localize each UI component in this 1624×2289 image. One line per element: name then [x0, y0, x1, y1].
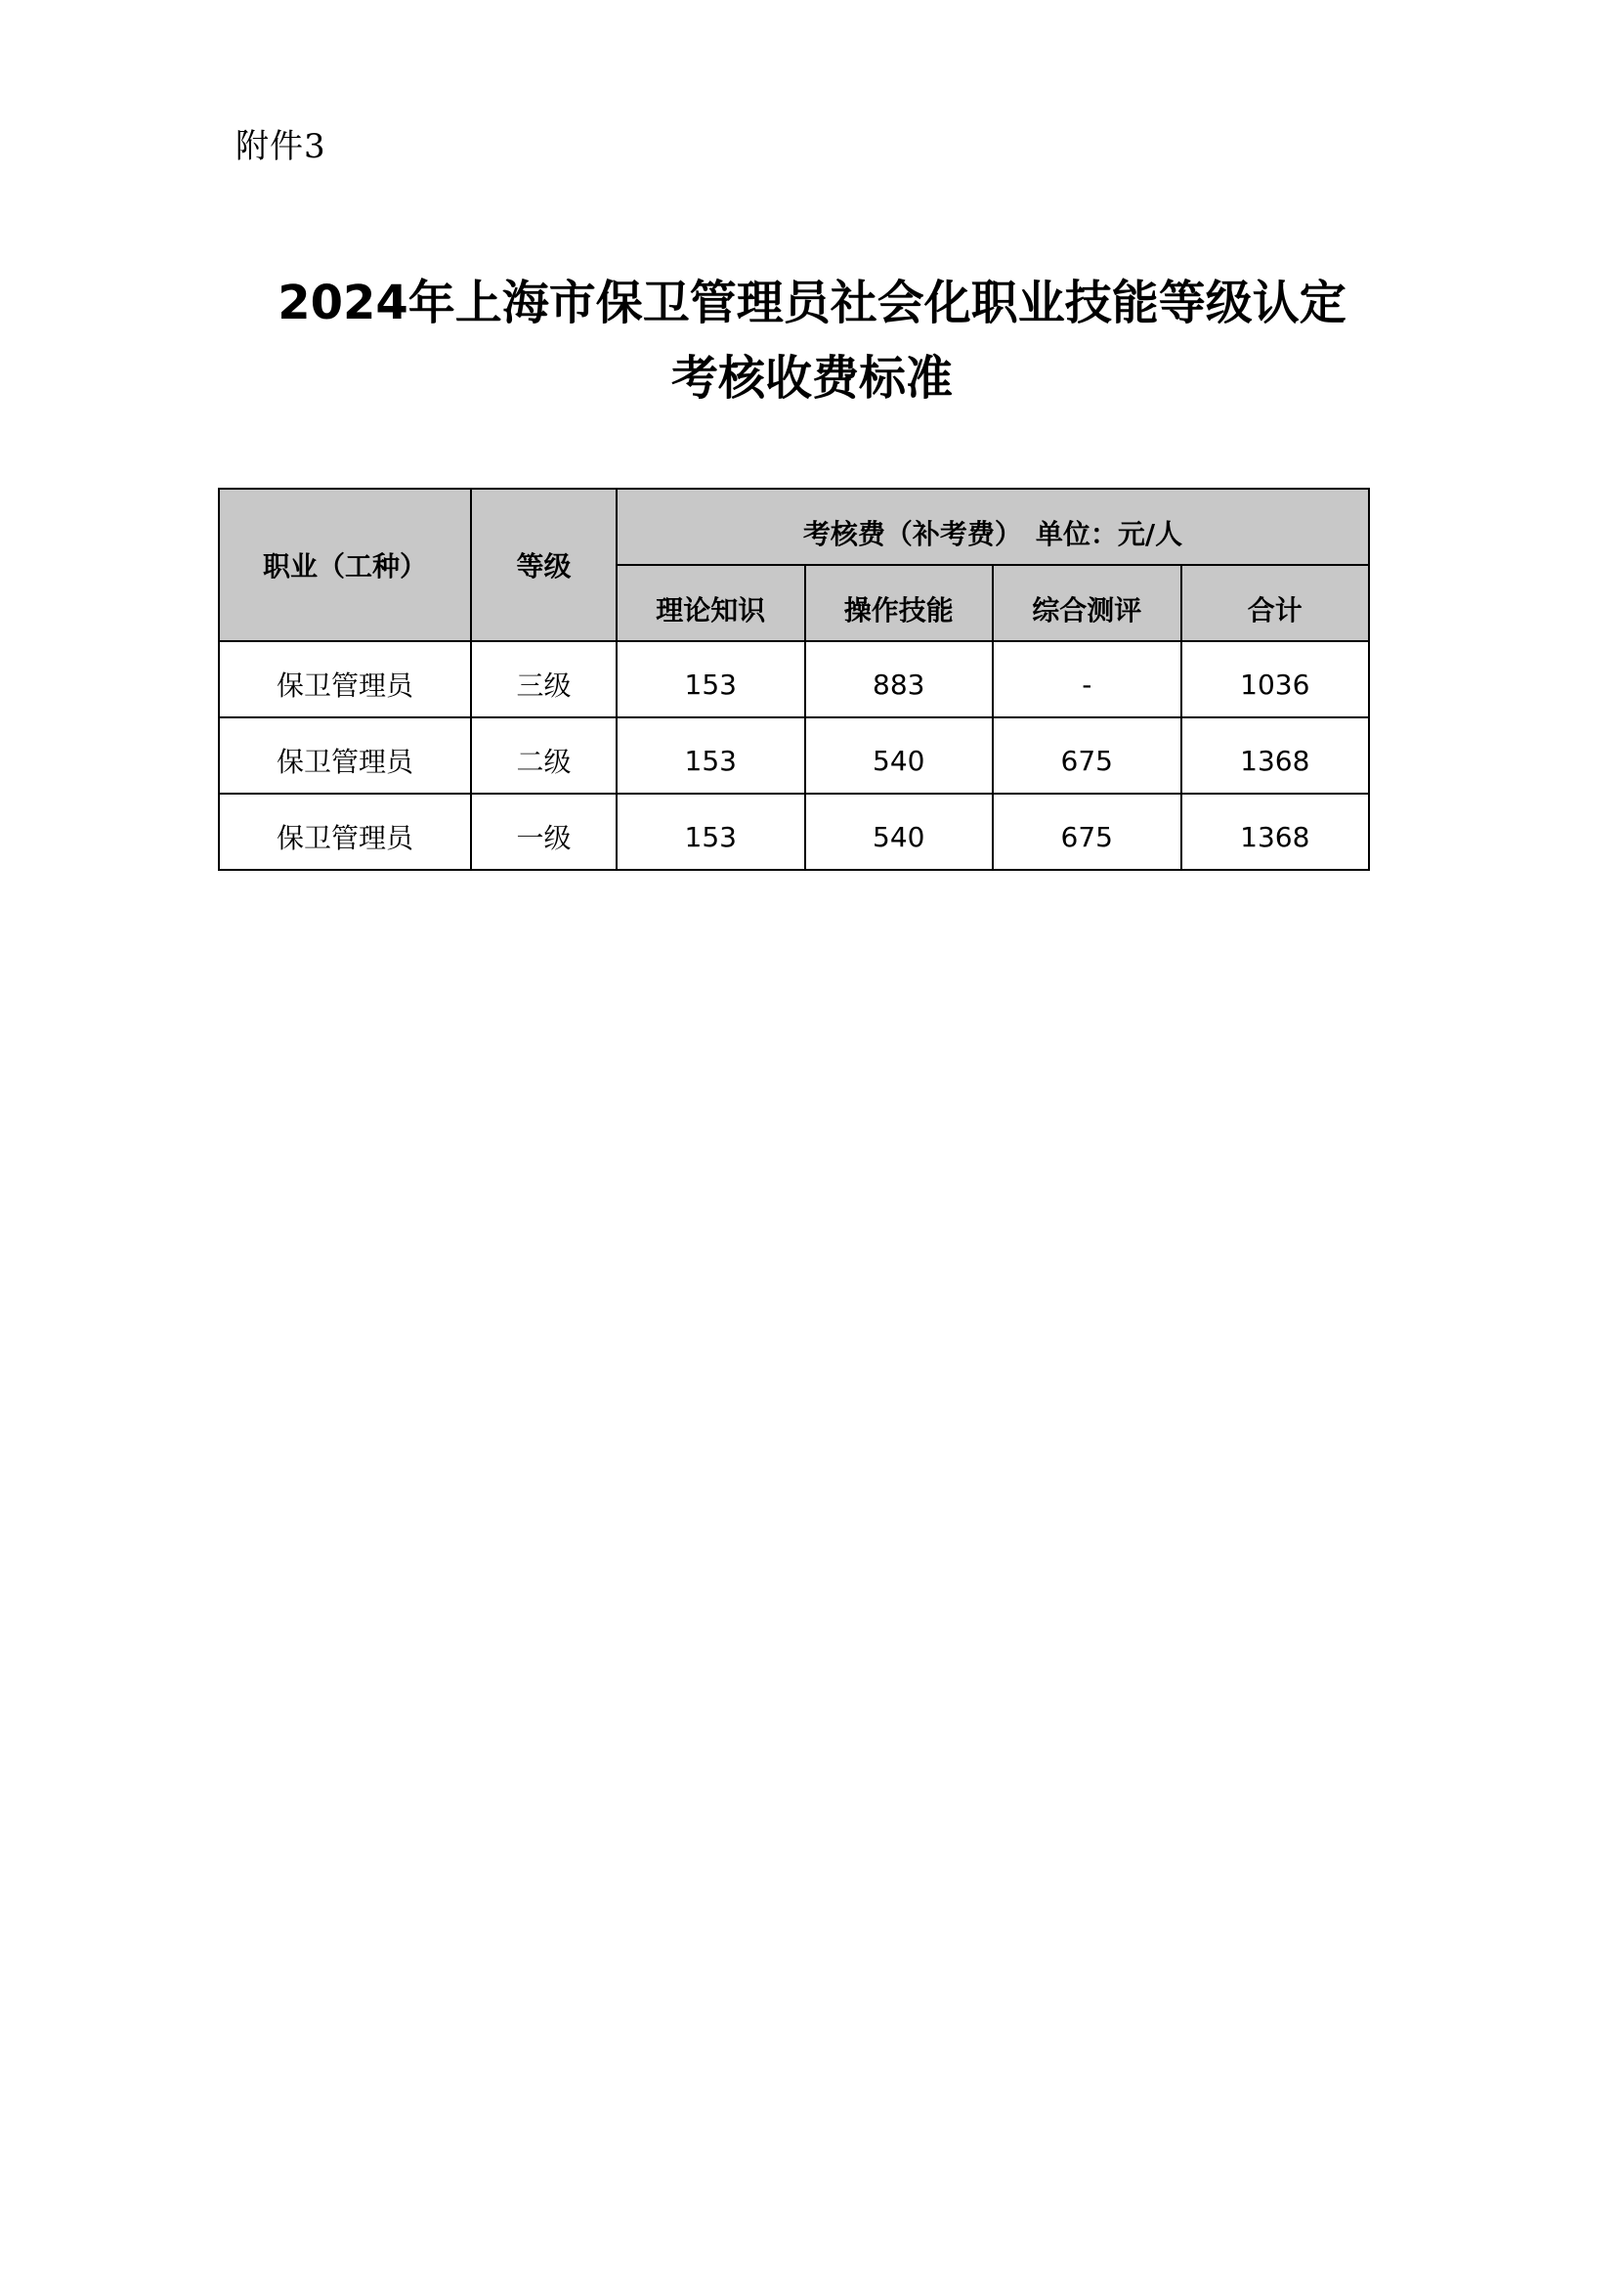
- header-occupation: 职业（工种）: [219, 489, 471, 641]
- header-operation: 操作技能: [805, 565, 994, 641]
- cell-comprehensive: 675: [993, 717, 1181, 794]
- document-title-line-1: 2024年上海市保卫管理员社会化职业技能等级认定: [278, 276, 1346, 330]
- cell-theory: 153: [617, 641, 805, 717]
- attachment-label: 附件3: [235, 127, 326, 166]
- table-row: [219, 794, 1369, 870]
- header-level: 等级: [471, 489, 617, 641]
- cell-total: 1036: [1181, 641, 1370, 717]
- header-fee-group: 考核费（补考费） 单位：元/人: [617, 489, 1369, 565]
- header-total: 合计: [1181, 565, 1370, 641]
- cell-occupation: 保卫管理员: [219, 717, 471, 794]
- cell-occupation: 保卫管理员: [219, 641, 471, 717]
- cell-level: 三级: [471, 641, 617, 717]
- header-theory: 理论知识: [617, 565, 805, 641]
- cell-total: 1368: [1181, 794, 1370, 870]
- cell-theory: 153: [617, 794, 805, 870]
- cell-total: 1368: [1181, 717, 1370, 794]
- cell-level: 二级: [471, 717, 617, 794]
- fee-standard-table: [218, 488, 1370, 871]
- header-comprehensive: 综合测评: [993, 565, 1181, 641]
- cell-operation: 540: [805, 794, 994, 870]
- cell-theory: 153: [617, 717, 805, 794]
- cell-comprehensive: 675: [993, 794, 1181, 870]
- cell-comprehensive: -: [993, 641, 1181, 717]
- cell-operation: 540: [805, 717, 994, 794]
- cell-level: 一级: [471, 794, 617, 870]
- cell-occupation: 保卫管理员: [219, 794, 471, 870]
- table-header-row: [219, 489, 1369, 565]
- table-row: [219, 641, 1369, 717]
- table-row: [219, 717, 1369, 794]
- document-title-line-2: 考核收费标准: [670, 351, 953, 406]
- cell-operation: 883: [805, 641, 994, 717]
